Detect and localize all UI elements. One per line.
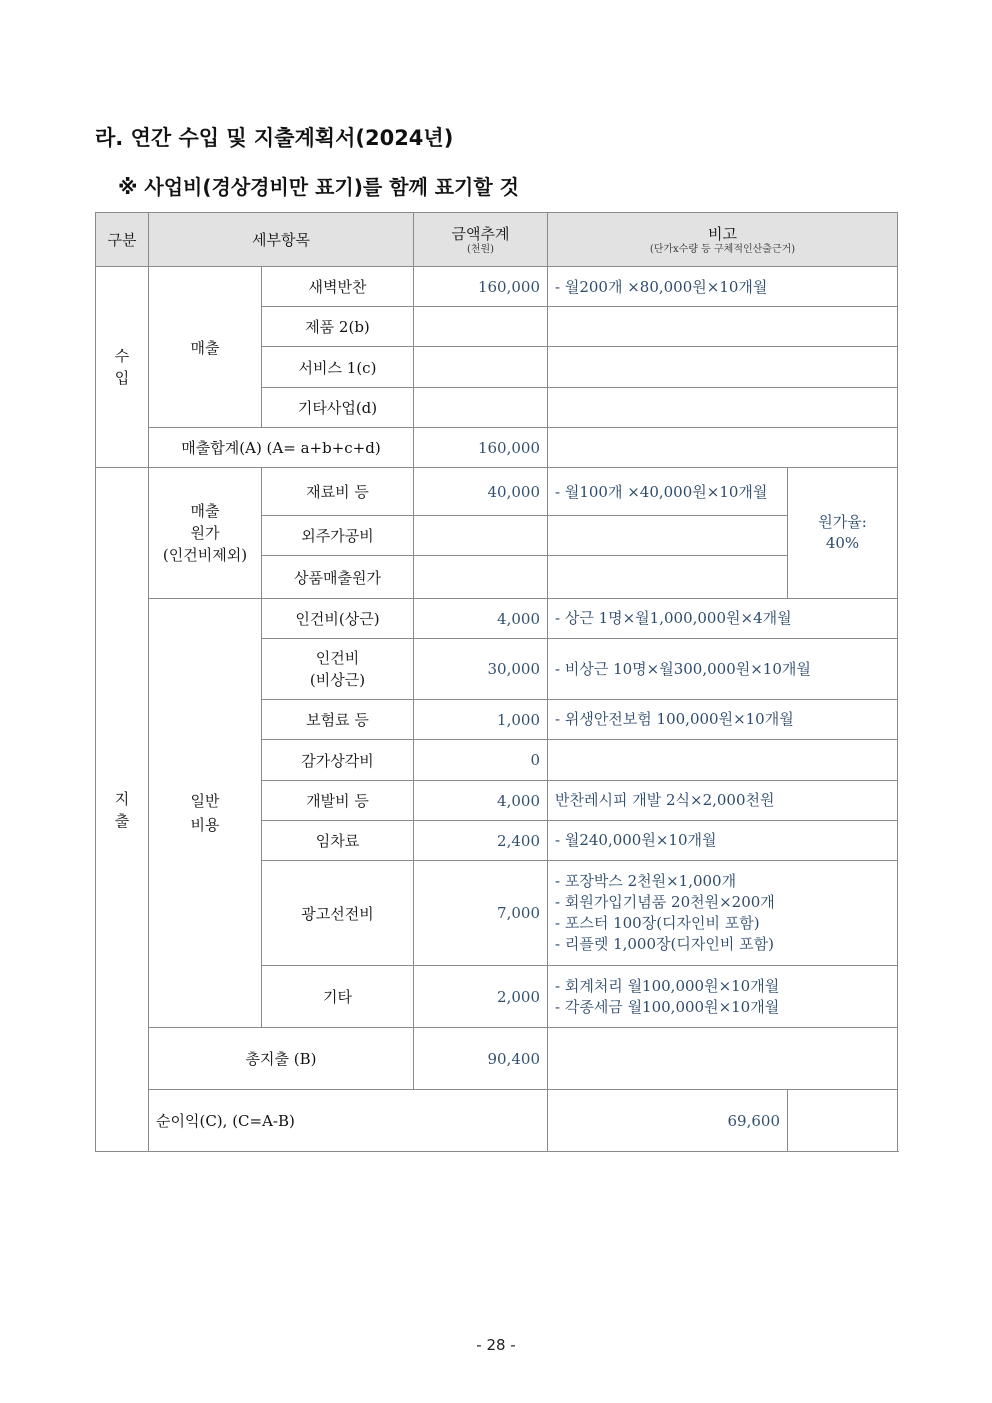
general-note-line: - 각종세금 월100,000원×10개월 [555, 997, 780, 1016]
general-item-line: 광고선전비 [301, 904, 374, 923]
section-title: 라. 연간 수입 및 지출계획서(2024년) [95, 126, 454, 150]
general-amount: 4,000 [414, 781, 548, 821]
header-category: 구분 [96, 213, 149, 267]
cogs-note: - 월100개 ×40,000원×10개월 [548, 468, 788, 516]
cogs-group-line: 매출 [190, 502, 220, 520]
income-amount [414, 388, 548, 428]
general-item-line: 개발비 등 [306, 792, 369, 810]
income-label-top: 수 [114, 347, 130, 365]
cogs-note [548, 556, 788, 599]
expense-label-bottom: 출 [114, 811, 130, 830]
income-amount [414, 347, 548, 388]
header-remarks [548, 213, 898, 267]
general-amount: 2,000 [414, 966, 548, 1028]
general-note [548, 740, 898, 781]
expense-category [96, 468, 149, 1152]
budget-table [95, 212, 898, 1152]
section-note: ※ 사업비(경상경비만 표기)를 함께 표기할 것 [118, 175, 519, 199]
header-amount-label: 금액추계 [451, 225, 510, 243]
general-item [262, 599, 414, 639]
expense-total-amount: 90,400 [414, 1028, 548, 1090]
income-subtotal-row [96, 428, 898, 468]
income-subtotal-note [548, 428, 898, 468]
general-note [548, 861, 898, 966]
general-note-line: 반찬레시피 개발 2식×2,000천원 [555, 791, 775, 809]
general-note [548, 781, 898, 821]
income-subtotal-label: 매출합계(A) (A= a+b+c+d) [149, 428, 414, 468]
net-profit-note [788, 1090, 898, 1152]
general-note [548, 821, 898, 861]
net-profit-row [96, 1090, 898, 1152]
general-item-line: 보험료 등 [306, 711, 369, 729]
cost-ratio-value: 40% [825, 534, 860, 552]
expense-total-row [96, 1028, 898, 1090]
general-note [548, 639, 898, 700]
income-label-bottom: 입 [114, 369, 130, 387]
general-amount: 30,000 [414, 639, 548, 700]
income-note [548, 307, 898, 347]
general-amount: 0 [414, 740, 548, 781]
general-note [548, 700, 898, 740]
general-note-line: - 리플렛 1,000장(디자인비 포함) [555, 935, 774, 953]
general-note-line: - 비상근 10명×월300,000원×10개월 [555, 659, 811, 678]
general-item [262, 700, 414, 740]
general-item [262, 861, 414, 966]
general-note-line: - 월240,000원×10개월 [555, 831, 717, 849]
net-profit-amount: 69,600 [548, 1090, 788, 1152]
expense-total-label: 총지출 (B) [149, 1028, 414, 1090]
general-amount: 2,400 [414, 821, 548, 861]
cogs-amount [414, 556, 548, 599]
income-note [548, 388, 898, 428]
general-item [262, 740, 414, 781]
header-amount-unit: (천원) [466, 244, 495, 255]
general-item [262, 639, 414, 700]
cogs-group [149, 468, 262, 599]
cogs-item: 재료비 등 [262, 468, 414, 516]
header-items: 세부항목 [149, 213, 414, 267]
cost-ratio-label: 원가율: [818, 513, 867, 531]
general-note-line: - 회계처리 월100,000원×10개월 [555, 976, 780, 995]
general-note [548, 599, 898, 639]
cogs-item: 외주가공비 [262, 516, 414, 556]
general-note-line: - 상근 1명×월1,000,000원×4개월 [555, 609, 792, 627]
general-item-line: 임차료 [315, 832, 360, 850]
table-row [96, 599, 898, 639]
cogs-note [548, 516, 788, 556]
general-item-line: 감가상각비 [301, 751, 374, 770]
general-item-line: 인건비 [315, 649, 360, 667]
header-amount [414, 213, 548, 267]
income-category [96, 267, 149, 468]
expense-total-note [548, 1028, 898, 1090]
cogs-amount: 40,000 [414, 468, 548, 516]
cogs-amount [414, 516, 548, 556]
income-item: 새벽반찬 [262, 267, 414, 307]
income-item: 기타사업(d) [262, 388, 414, 428]
general-note-line: - 포스터 100장(디자인비 포함) [555, 914, 760, 932]
general-item-line: (비상근) [309, 671, 366, 689]
cost-ratio [788, 468, 898, 599]
general-item-line: 인건비(상근) [295, 610, 380, 628]
table-header-row [96, 213, 898, 267]
cogs-group-line: (인건비제외) [162, 546, 248, 564]
header-remarks-sub: (단가x수량 등 구체적인산출근거) [649, 244, 796, 255]
general-amount: 4,000 [414, 599, 548, 639]
general-note-line: - 회원가입기념품 20천원×200개 [555, 893, 775, 911]
income-note [548, 347, 898, 388]
income-amount [414, 307, 548, 347]
general-group-line: 일반 [190, 792, 220, 810]
income-group: 매출 [149, 267, 262, 428]
expense-label-top: 지 [114, 789, 130, 808]
table-row [96, 468, 898, 516]
general-note-line: - 포장박스 2천원×1,000개 [555, 872, 737, 890]
income-note: - 월200개 ×80,000원×10개월 [548, 267, 898, 307]
general-group-line: 비용 [190, 816, 220, 834]
general-item [262, 821, 414, 861]
table-row [96, 267, 898, 307]
income-item: 서비스 1(c) [262, 347, 414, 388]
general-group [149, 599, 262, 1028]
general-amount: 7,000 [414, 861, 548, 966]
general-amount: 1,000 [414, 700, 548, 740]
general-item [262, 966, 414, 1028]
cogs-item: 상품매출원가 [262, 556, 414, 599]
general-note [548, 966, 898, 1028]
net-profit-label: 순이익(C), (C=A-B) [149, 1090, 548, 1152]
general-item [262, 781, 414, 821]
general-item-line: 기타 [323, 988, 352, 1006]
income-item: 제품 2(b) [262, 307, 414, 347]
cogs-group-line: 원가 [190, 524, 220, 542]
income-amount: 160,000 [414, 267, 548, 307]
header-remarks-label: 비고 [708, 225, 737, 243]
general-note-line: - 위생안전보험 100,000원×10개월 [555, 710, 794, 728]
income-subtotal-amount: 160,000 [414, 428, 548, 468]
page-number: - 28 - [476, 1336, 516, 1354]
